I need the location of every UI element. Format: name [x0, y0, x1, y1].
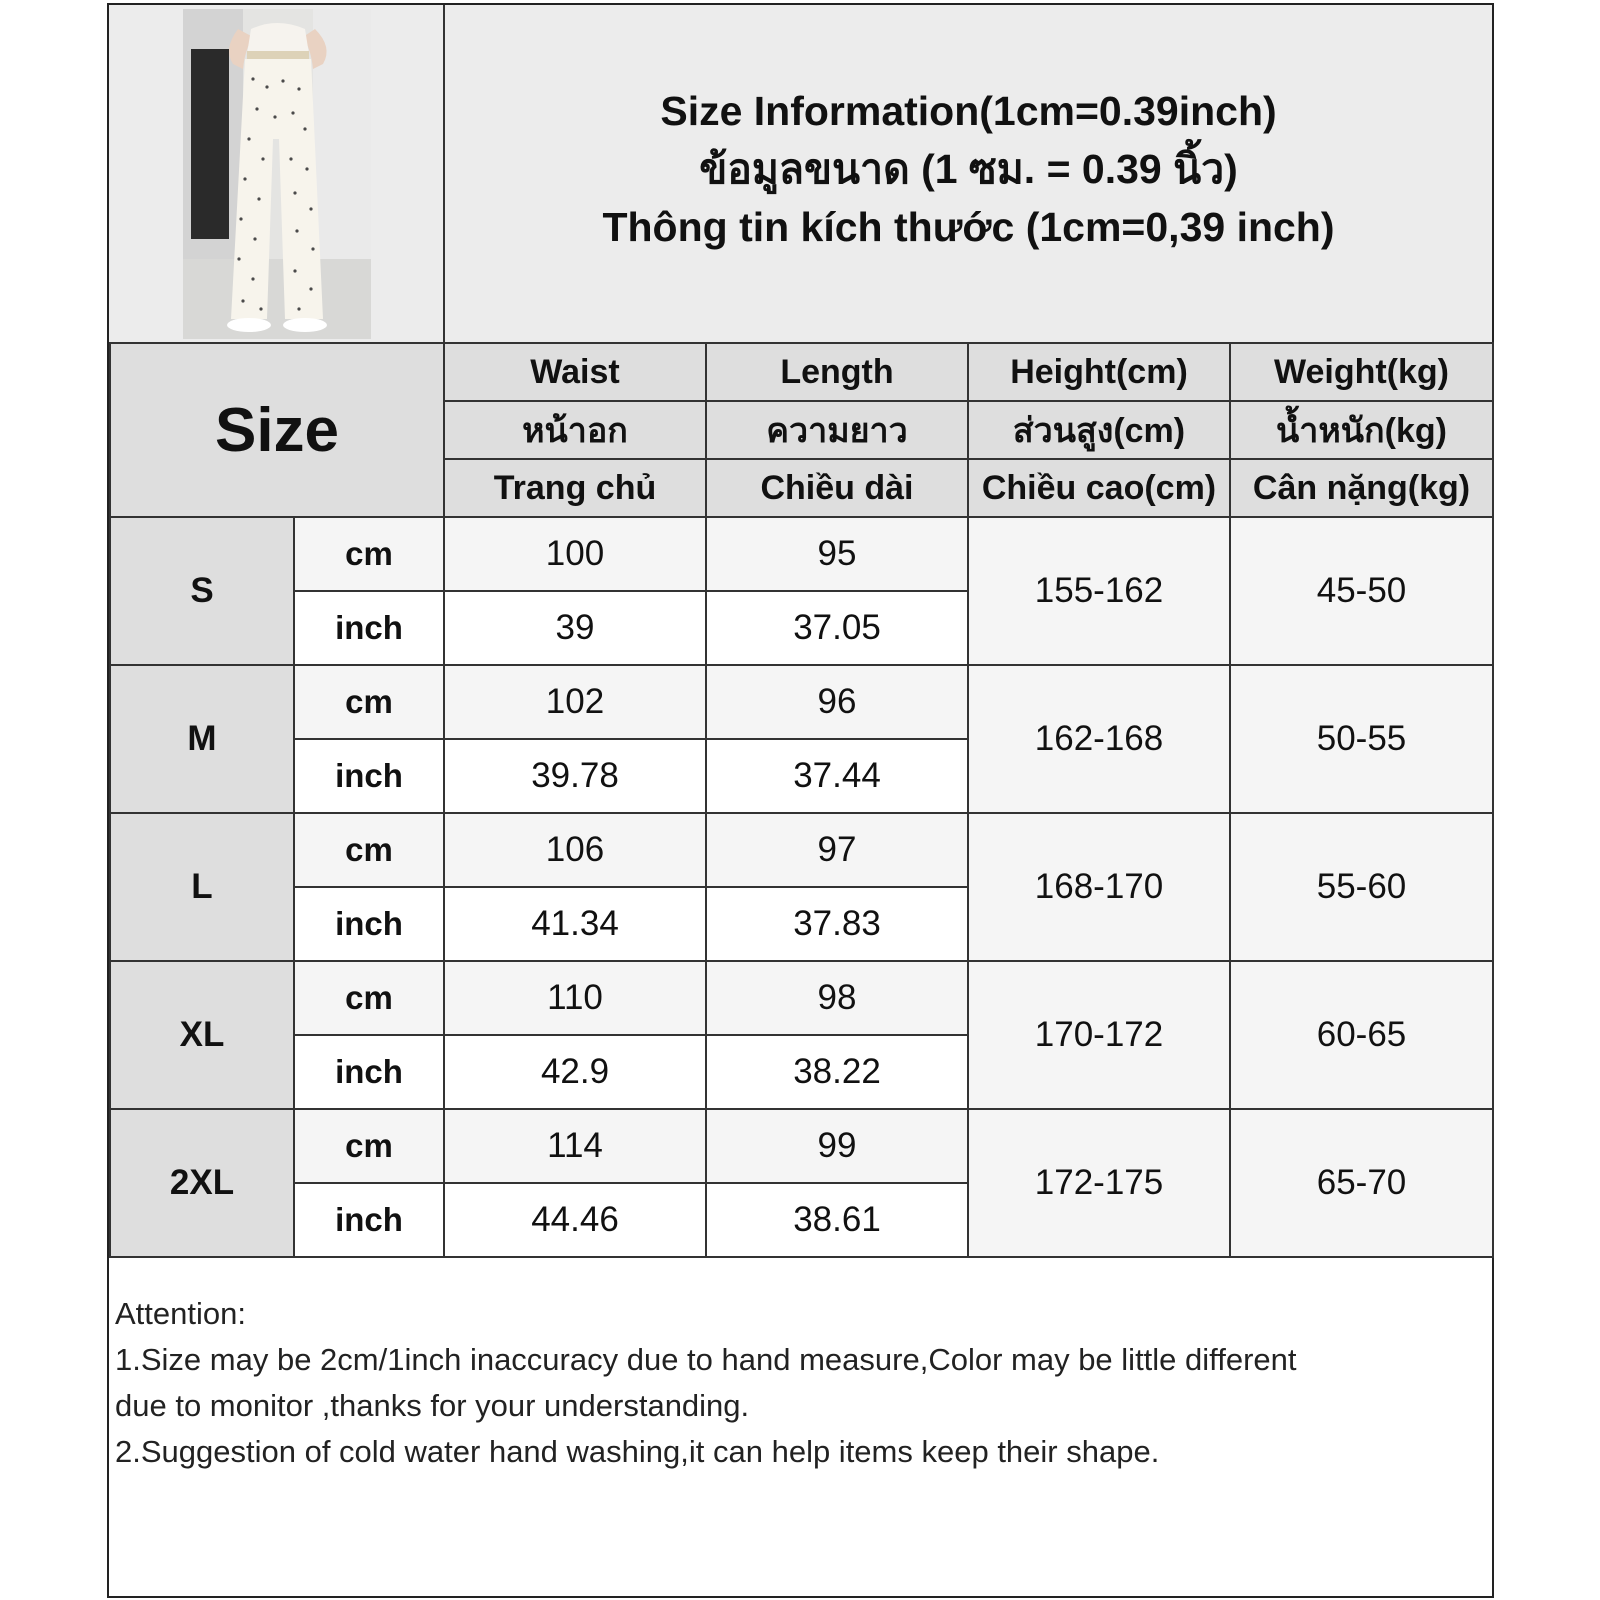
- column-header-waist: Waist: [444, 343, 706, 401]
- size-label: 2XL: [110, 1109, 294, 1257]
- column-header-waist-thai: หน้าอก: [444, 401, 706, 459]
- unit-cm-label: cm: [294, 961, 444, 1035]
- size-label: XL: [110, 961, 294, 1109]
- size-header: Size: [110, 343, 444, 517]
- waist-cm-value: 100: [444, 517, 706, 591]
- column-header-length: Length: [706, 343, 968, 401]
- waist-inch-value: 44.46: [444, 1183, 706, 1257]
- waist-inch-value: 39: [444, 591, 706, 665]
- waist-inch-value: 39.78: [444, 739, 706, 813]
- size-label: S: [110, 517, 294, 665]
- waist-inch-value: 41.34: [444, 887, 706, 961]
- length-inch-value: 38.61: [706, 1183, 968, 1257]
- length-inch-value: 37.44: [706, 739, 968, 813]
- unit-inch-label: inch: [294, 887, 444, 961]
- title-cell: [445, 5, 1492, 344]
- length-cm-value: 96: [706, 665, 968, 739]
- column-header-weight: Weight(kg): [1230, 343, 1493, 401]
- column-header-weight-thai: น้ำหนัก(kg): [1230, 401, 1493, 459]
- length-cm-value: 95: [706, 517, 968, 591]
- weight-range: 45-50: [1230, 517, 1493, 665]
- column-header-waist-vietnamese: Trang chủ: [444, 459, 706, 517]
- size-label: M: [110, 665, 294, 813]
- product-photo: [183, 9, 371, 339]
- column-header-height: Height(cm): [968, 343, 1230, 401]
- attention-heading: Attention:: [115, 1296, 246, 1331]
- column-header-weight-vietnamese: Cân nặng(kg): [1230, 459, 1493, 517]
- size-label: L: [110, 813, 294, 961]
- waist-cm-value: 102: [444, 665, 706, 739]
- unit-inch-label: inch: [294, 591, 444, 665]
- column-header-length-vietnamese: Chiều dài: [706, 459, 968, 517]
- weight-range: 60-65: [1230, 961, 1493, 1109]
- title-english: Size Information(1cm=0.39inch): [660, 87, 1277, 134]
- unit-inch-label: inch: [294, 1035, 444, 1109]
- unit-cm-label: cm: [294, 665, 444, 739]
- table-row: [110, 665, 1493, 739]
- waist-cm-value: 110: [444, 961, 706, 1035]
- product-photo-cell: [109, 5, 445, 344]
- waist-cm-value: 114: [444, 1109, 706, 1183]
- unit-inch-label: inch: [294, 1183, 444, 1257]
- length-cm-value: 97: [706, 813, 968, 887]
- column-header-height-vietnamese: Chiều cao(cm): [968, 459, 1230, 517]
- weight-range: 65-70: [1230, 1109, 1493, 1257]
- attention-notes: [115, 1291, 1485, 1475]
- attention-note-1: 1.Size may be 2cm/1inch inaccuracy due to hand measure,Color may be little different: [115, 1342, 1297, 1377]
- table-row: [110, 1109, 1493, 1183]
- title-thai: ข้อมูลขนาด (1 ซม. = 0.39 นิ้ว): [699, 145, 1238, 192]
- unit-cm-label: cm: [294, 1109, 444, 1183]
- size-chart: [107, 3, 1494, 1598]
- weight-range: 50-55: [1230, 665, 1493, 813]
- height-range: 168-170: [968, 813, 1230, 961]
- waist-inch-value: 42.9: [444, 1035, 706, 1109]
- length-cm-value: 98: [706, 961, 968, 1035]
- size-table: [109, 342, 1494, 1258]
- length-inch-value: 37.83: [706, 887, 968, 961]
- title-vietnamese: Thông tin kích thước (1cm=0,39 inch): [602, 203, 1335, 250]
- length-inch-value: 38.22: [706, 1035, 968, 1109]
- table-row: [110, 961, 1493, 1035]
- table-row: [110, 517, 1493, 591]
- weight-range: 55-60: [1230, 813, 1493, 961]
- height-range: 155-162: [968, 517, 1230, 665]
- attention-note-2: 2.Suggestion of cold water hand washing,it can help items keep their shape.: [115, 1434, 1160, 1469]
- length-inch-value: 37.05: [706, 591, 968, 665]
- attention-note-1-continued: due to monitor ,thanks for your understanding.: [115, 1388, 750, 1423]
- column-header-length-thai: ความยาว: [706, 401, 968, 459]
- length-cm-value: 99: [706, 1109, 968, 1183]
- unit-cm-label: cm: [294, 813, 444, 887]
- unit-cm-label: cm: [294, 517, 444, 591]
- height-range: 172-175: [968, 1109, 1230, 1257]
- table-row: [110, 813, 1493, 887]
- column-header-height-thai: ส่วนสูง(cm): [968, 401, 1230, 459]
- waist-cm-value: 106: [444, 813, 706, 887]
- unit-inch-label: inch: [294, 739, 444, 813]
- height-range: 170-172: [968, 961, 1230, 1109]
- height-range: 162-168: [968, 665, 1230, 813]
